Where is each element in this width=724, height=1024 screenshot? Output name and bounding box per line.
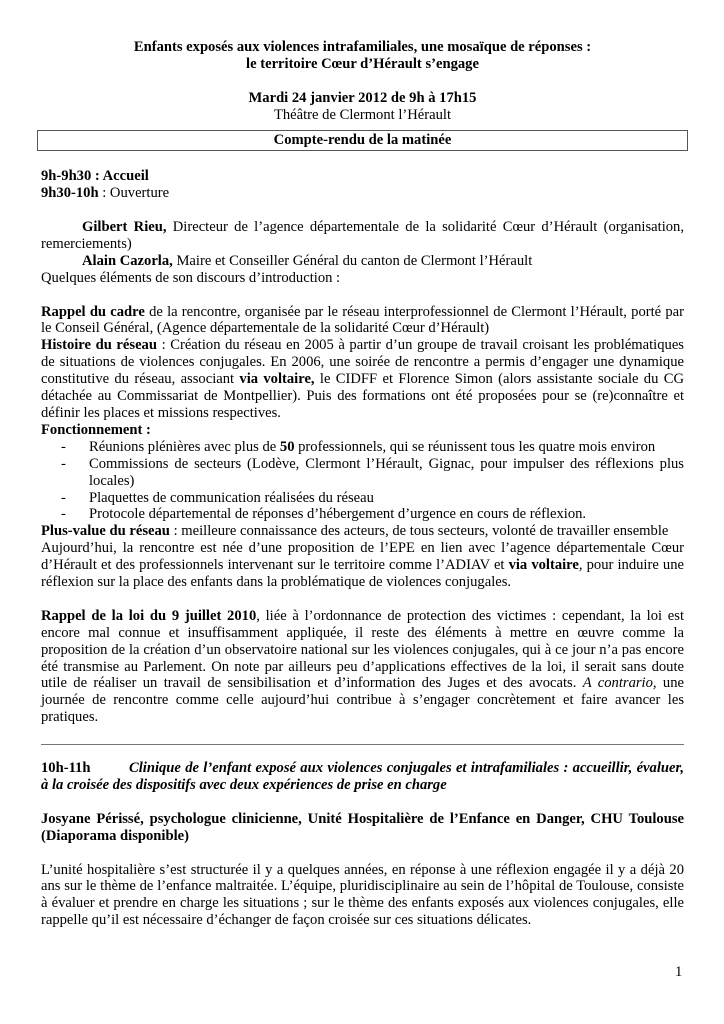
fonctionnement-label: Fonctionnement :	[41, 421, 151, 438]
speaker-role: Directeur de l’agence départementale de la solidarité Cœur d’Hérault (organisation, remerciements)	[41, 219, 684, 252]
speaker-name: Gilbert Rieu,	[82, 219, 167, 236]
paragraph-loi	[41, 608, 684, 726]
list-item: - Réunions plénières avec plus de 50 professionnels, qui se réunissent tous les quatre mois environ	[61, 438, 656, 455]
title-line-2: le territoire Cœur d’Hérault s’engage	[246, 55, 479, 72]
text: , pour induire une réflexion sur la place des enfants dans la problématique de violences conjugales.	[41, 557, 684, 591]
text: le CIDFF et Florence Simon (alors assistante sociale du CG détachée au Commissariat de Montpellier). Puis des formations ont été proposées pour se (re)connaître et définir les places et missions respectives.	[41, 371, 684, 421]
speaker-rieu	[41, 219, 684, 253]
text: Commissions de secteurs (Lodève, Clermont l’Hérault, Gignac, pour impulser des réflexions plus locales)	[89, 455, 684, 489]
label: Rappel de la loi du 9 juillet 2010	[41, 607, 257, 624]
text: : Création du réseau en 2005 à partir d’un groupe de travail croisant les problématiques de situations de violences conjugales. En 2006, une soirée de rencontre a permis d’engager une dynamique constitutive du réseau, associant	[41, 337, 684, 388]
ouverture-time: 9h30-10h	[41, 185, 99, 202]
event-date: Mardi 24 janvier 2012 de 9h à 17h15	[248, 89, 477, 106]
text: une journée de rencontre comme celle aujourd’hui contribue à s’engager concrètement et faire avancer les pratiques.	[41, 675, 684, 726]
list-item: - Protocole départemental de réponses d’hébergement d’urgence en cours de réflexion.	[61, 506, 587, 523]
speaker-cazorla	[41, 253, 684, 270]
paragraph-aujourdhui	[41, 540, 684, 591]
text-bold: 50	[279, 438, 295, 455]
list-item: - Commissions de secteurs (Lodève, Clermont l’Hérault, Gignac, pour impulser des réflexions plus locales)	[61, 455, 684, 489]
paragraph-cadre	[41, 304, 684, 338]
session-body: L’unité hospitalière s’est structurée il y a quelques années, en réponse à une réflexion engagée il y a déjà 20 ans sur le thème de l’enfance maltraitée. L’équipe, pluridisciplinaire au sein de l’hôpital de Toulouse, consiste à évaluer et prendre en charge les situations ; sur le thème des enfants exposés aux violences conjugales, elle rappelle qu’il est nécessaire d’échanger de façon croisée sur ces situations délicates.	[41, 861, 684, 929]
page-number: 1	[675, 964, 683, 980]
paragraph-histoire	[41, 337, 684, 422]
document-page	[41, 39, 684, 929]
section-divider	[41, 744, 684, 745]
label: Plus-value du réseau	[41, 523, 170, 540]
fonctionnement-list	[41, 439, 684, 524]
speaker-role: Maire et Conseiller Général du canton de Clermont l’Hérault	[172, 252, 533, 269]
title-line-1: Enfants exposés aux violences intrafamiliales, une mosaïque de réponses :	[133, 39, 592, 55]
label: Histoire du réseau	[41, 337, 157, 354]
section-box-title: Compte-rendu de la matinée	[37, 130, 688, 152]
intro-text: Quelques éléments de son discours d’introduction :	[41, 269, 341, 286]
schedule-accueil: 9h-9h30 : Accueil	[41, 168, 149, 185]
text-italic: A contrario,	[582, 675, 657, 692]
text: Protocole départemental de réponses d’hébergement d’urgence en cours de réflexion.	[89, 506, 587, 523]
session-title: Clinique de l’enfant exposé aux violences conjugales et intrafamiliales : accueillir, évaluer, à la croisée des dispositifs avec deux expériences de prise en charge	[41, 760, 684, 794]
schedule-ouverture	[41, 185, 684, 202]
session-speaker: Josyane Périssé, psychologue clinicienne, Unité Hospitalière de l’Enfance en Danger, CHU Toulouse (Diaporama disponible)	[41, 810, 684, 844]
event-venue: Théâtre de Clermont l’Hérault	[273, 106, 452, 123]
ouverture-label: : Ouverture	[98, 185, 170, 202]
list-item: - Plaquettes de communication réalisées du réseau	[61, 489, 374, 506]
text: , liée à l’ordonnance de protection des victimes : cependant, la loi est encore mal connue et insuffisamment appliquée, il reste des éléments à mettre en œuvre comme la proposition de la création d’un observatoire national sur les violences conjugales, qui à ce jour n’a pas encore été transmise au Parlement. On note par ailleurs peu d’applications effectives de la loi, il serait sans doute utile de réaliser un travail de sensibilisation et d’information des Juges et des avocats.	[41, 607, 685, 692]
text: Plaquettes de communication réalisées du réseau	[89, 489, 374, 506]
session-heading	[41, 760, 684, 794]
paragraph-plusvalue	[41, 523, 684, 540]
session-time: 10h-11h	[41, 760, 91, 777]
text: Aujourd’hui, la rencontre est née d’une proposition de l’EPE en lien avec l’agence départementale Cœur d’Hérault et des professionnels intervenant sur le territoire comme l’ADIAV et	[41, 540, 684, 574]
text: professionnels, qui se réunissent tous les quatre mois environ	[294, 438, 656, 455]
speaker-name: Alain Cazorla,	[82, 252, 173, 269]
text-bold: via voltaire	[508, 557, 579, 574]
text: Réunions plénières avec plus de	[89, 438, 280, 455]
text: : meilleure connaissance des acteurs, de tous secteurs, volonté de travailler ensemble	[169, 523, 669, 540]
label: Rappel du cadre	[41, 303, 145, 320]
text: de la rencontre, organisée par le réseau interprofessionnel de Clermont l’Hérault, porté par le Conseil Général, (Agence départementale de la solidarité Cœur d’Hérault)	[41, 303, 685, 337]
text-bold: via voltaire,	[239, 371, 315, 388]
